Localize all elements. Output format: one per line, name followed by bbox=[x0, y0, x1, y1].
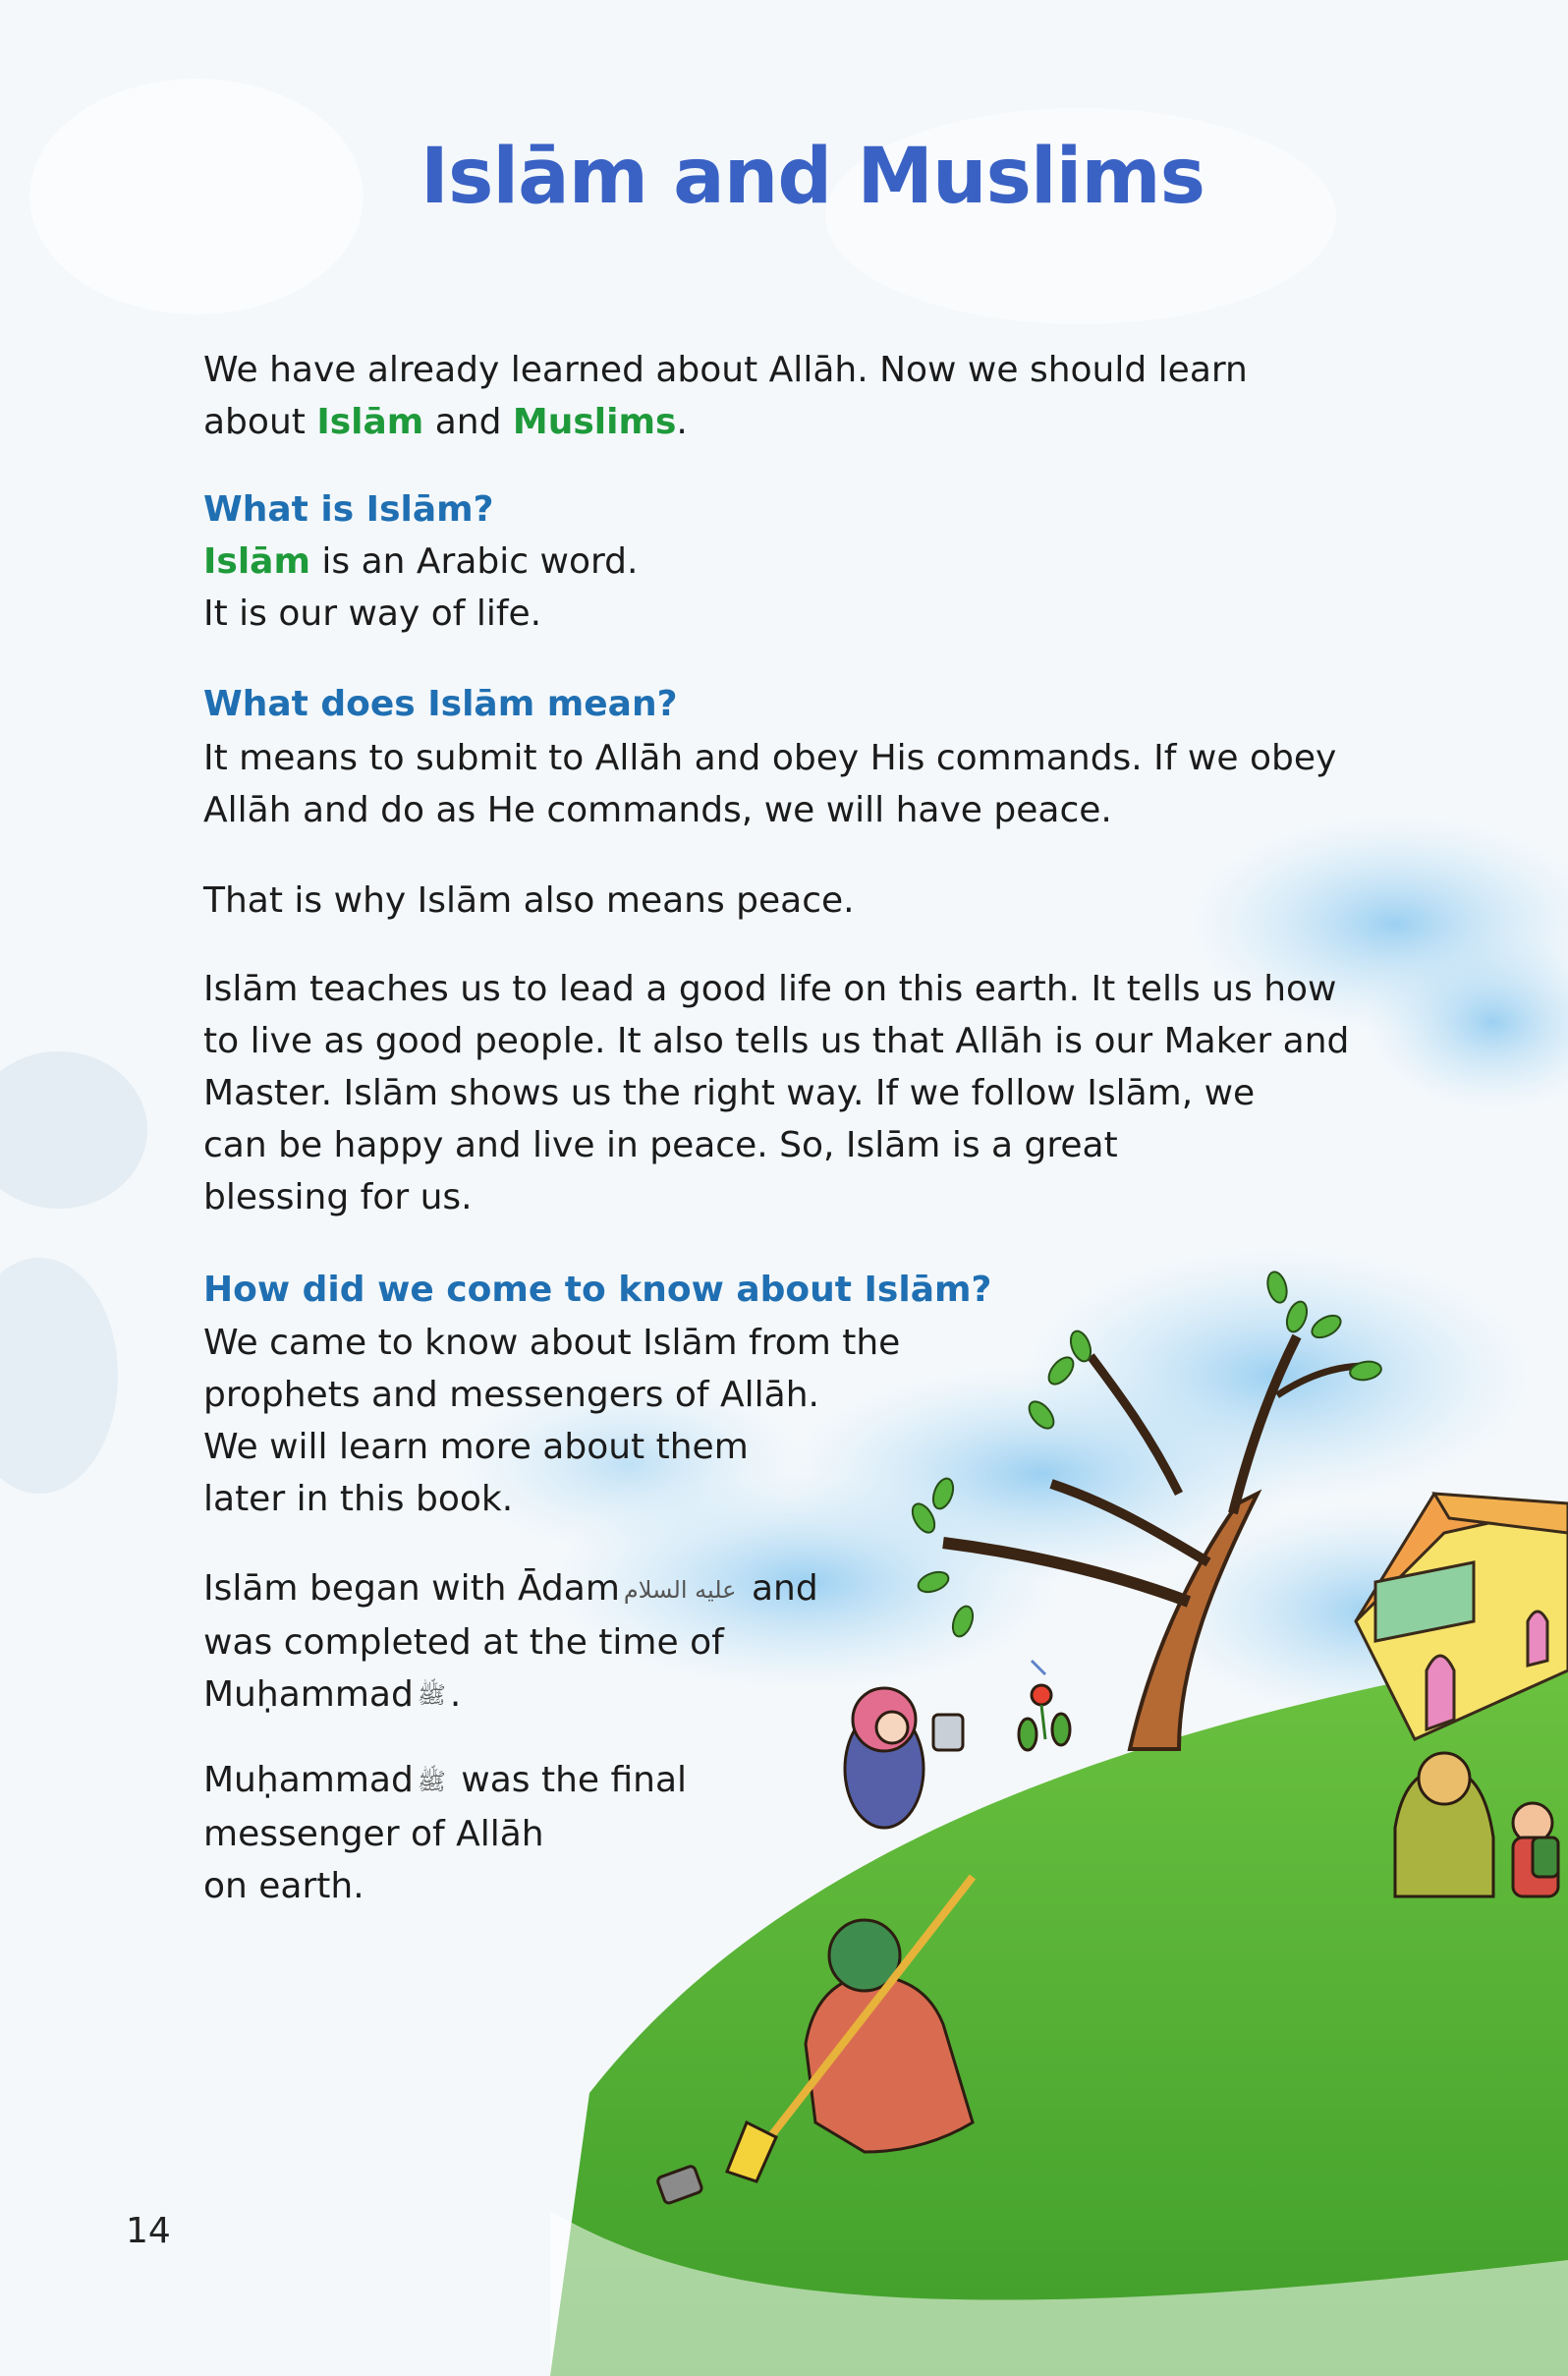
final-line-3: on earth. bbox=[203, 1865, 364, 1906]
teaches-paragraph bbox=[203, 963, 1349, 1223]
page-number: 14 bbox=[126, 2211, 171, 2251]
highlight-muslims: Muslims bbox=[512, 402, 677, 442]
meaning-line-1: It means to submit to Allāh and obey His commands. If we obey bbox=[203, 738, 1337, 778]
intro-and: and bbox=[423, 402, 513, 442]
final-line-1 bbox=[203, 1754, 687, 1808]
know-paragraph bbox=[203, 1317, 900, 1525]
highlight-islam-term: Islām bbox=[203, 541, 310, 582]
honorific-salallahu-icon-2: ﷺ bbox=[417, 1767, 446, 1795]
what-is-islam-line-1 bbox=[203, 536, 638, 588]
meaning-line-2: Allāh and do as He commands, we will have peace. bbox=[203, 790, 1112, 830]
intro-line-2 bbox=[203, 396, 1248, 448]
heading-how-did-we-know: How did we come to know about Islām? bbox=[203, 1270, 992, 1310]
peace-line: That is why Islām also means peace. bbox=[203, 880, 855, 921]
adam-line-3-a: Muḥammad bbox=[203, 1673, 414, 1715]
final-line-2: messenger of Allāh bbox=[203, 1813, 544, 1854]
know-line-3: We will learn more about them bbox=[203, 1427, 749, 1467]
know-line-4: later in this book. bbox=[203, 1479, 514, 1519]
final-line-1-a: Muḥammad bbox=[203, 1760, 414, 1800]
intro-line-2-prefix: about bbox=[203, 402, 317, 442]
final-paragraph bbox=[203, 1754, 687, 1912]
what-is-islam-line-2: It is our way of life. bbox=[203, 594, 542, 634]
adam-line-1-a: Islām began with Ādam bbox=[203, 1568, 620, 1609]
adam-line-2: was completed at the time of bbox=[203, 1621, 724, 1663]
adam-line-1-b: and bbox=[740, 1568, 818, 1609]
meaning-paragraph bbox=[203, 732, 1336, 836]
teaches-line-2: to live as good people. It also tells us that Allāh is our Maker and bbox=[203, 1021, 1350, 1061]
heading-what-does-islam-mean: What does Islām mean? bbox=[203, 684, 678, 724]
teaches-line-3: Master. Islām shows us the right way. If we follow Islām, we bbox=[203, 1073, 1256, 1113]
peace-paragraph bbox=[203, 875, 855, 927]
highlight-islam: Islām bbox=[316, 402, 424, 442]
intro-period: . bbox=[676, 402, 688, 442]
know-line-2: prophets and messengers of Allāh. bbox=[203, 1375, 819, 1415]
what-is-islam-paragraph bbox=[203, 536, 638, 640]
what-is-islam-line-1-rest: is an Arabic word. bbox=[309, 541, 639, 582]
teaches-line-1: Islām teaches us to lead a good life on this earth. It tells us how bbox=[203, 969, 1337, 1009]
intro-line-1: We have already learned about Allāh. Now we should learn bbox=[203, 350, 1248, 390]
adam-line-3 bbox=[203, 1669, 818, 1723]
honorific-salallahu-icon: ﷺ bbox=[417, 1681, 446, 1709]
page-title: Islām and Muslims bbox=[420, 133, 1205, 221]
adam-paragraph bbox=[203, 1562, 818, 1722]
adam-line-3-b: . bbox=[449, 1673, 462, 1715]
intro-paragraph bbox=[203, 344, 1248, 448]
adam-line-1 bbox=[203, 1562, 818, 1616]
teaches-line-4: can be happy and live in peace. So, Islām is a great bbox=[203, 1125, 1118, 1165]
final-line-1-b: was the final bbox=[449, 1760, 688, 1800]
know-line-1: We came to know about Islām from the bbox=[203, 1323, 901, 1363]
teaches-line-5: blessing for us. bbox=[203, 1177, 473, 1217]
honorific-alayhis-salam-icon: عليه السلام bbox=[623, 1575, 737, 1604]
heading-what-is-islam: What is Islām? bbox=[203, 489, 494, 530]
